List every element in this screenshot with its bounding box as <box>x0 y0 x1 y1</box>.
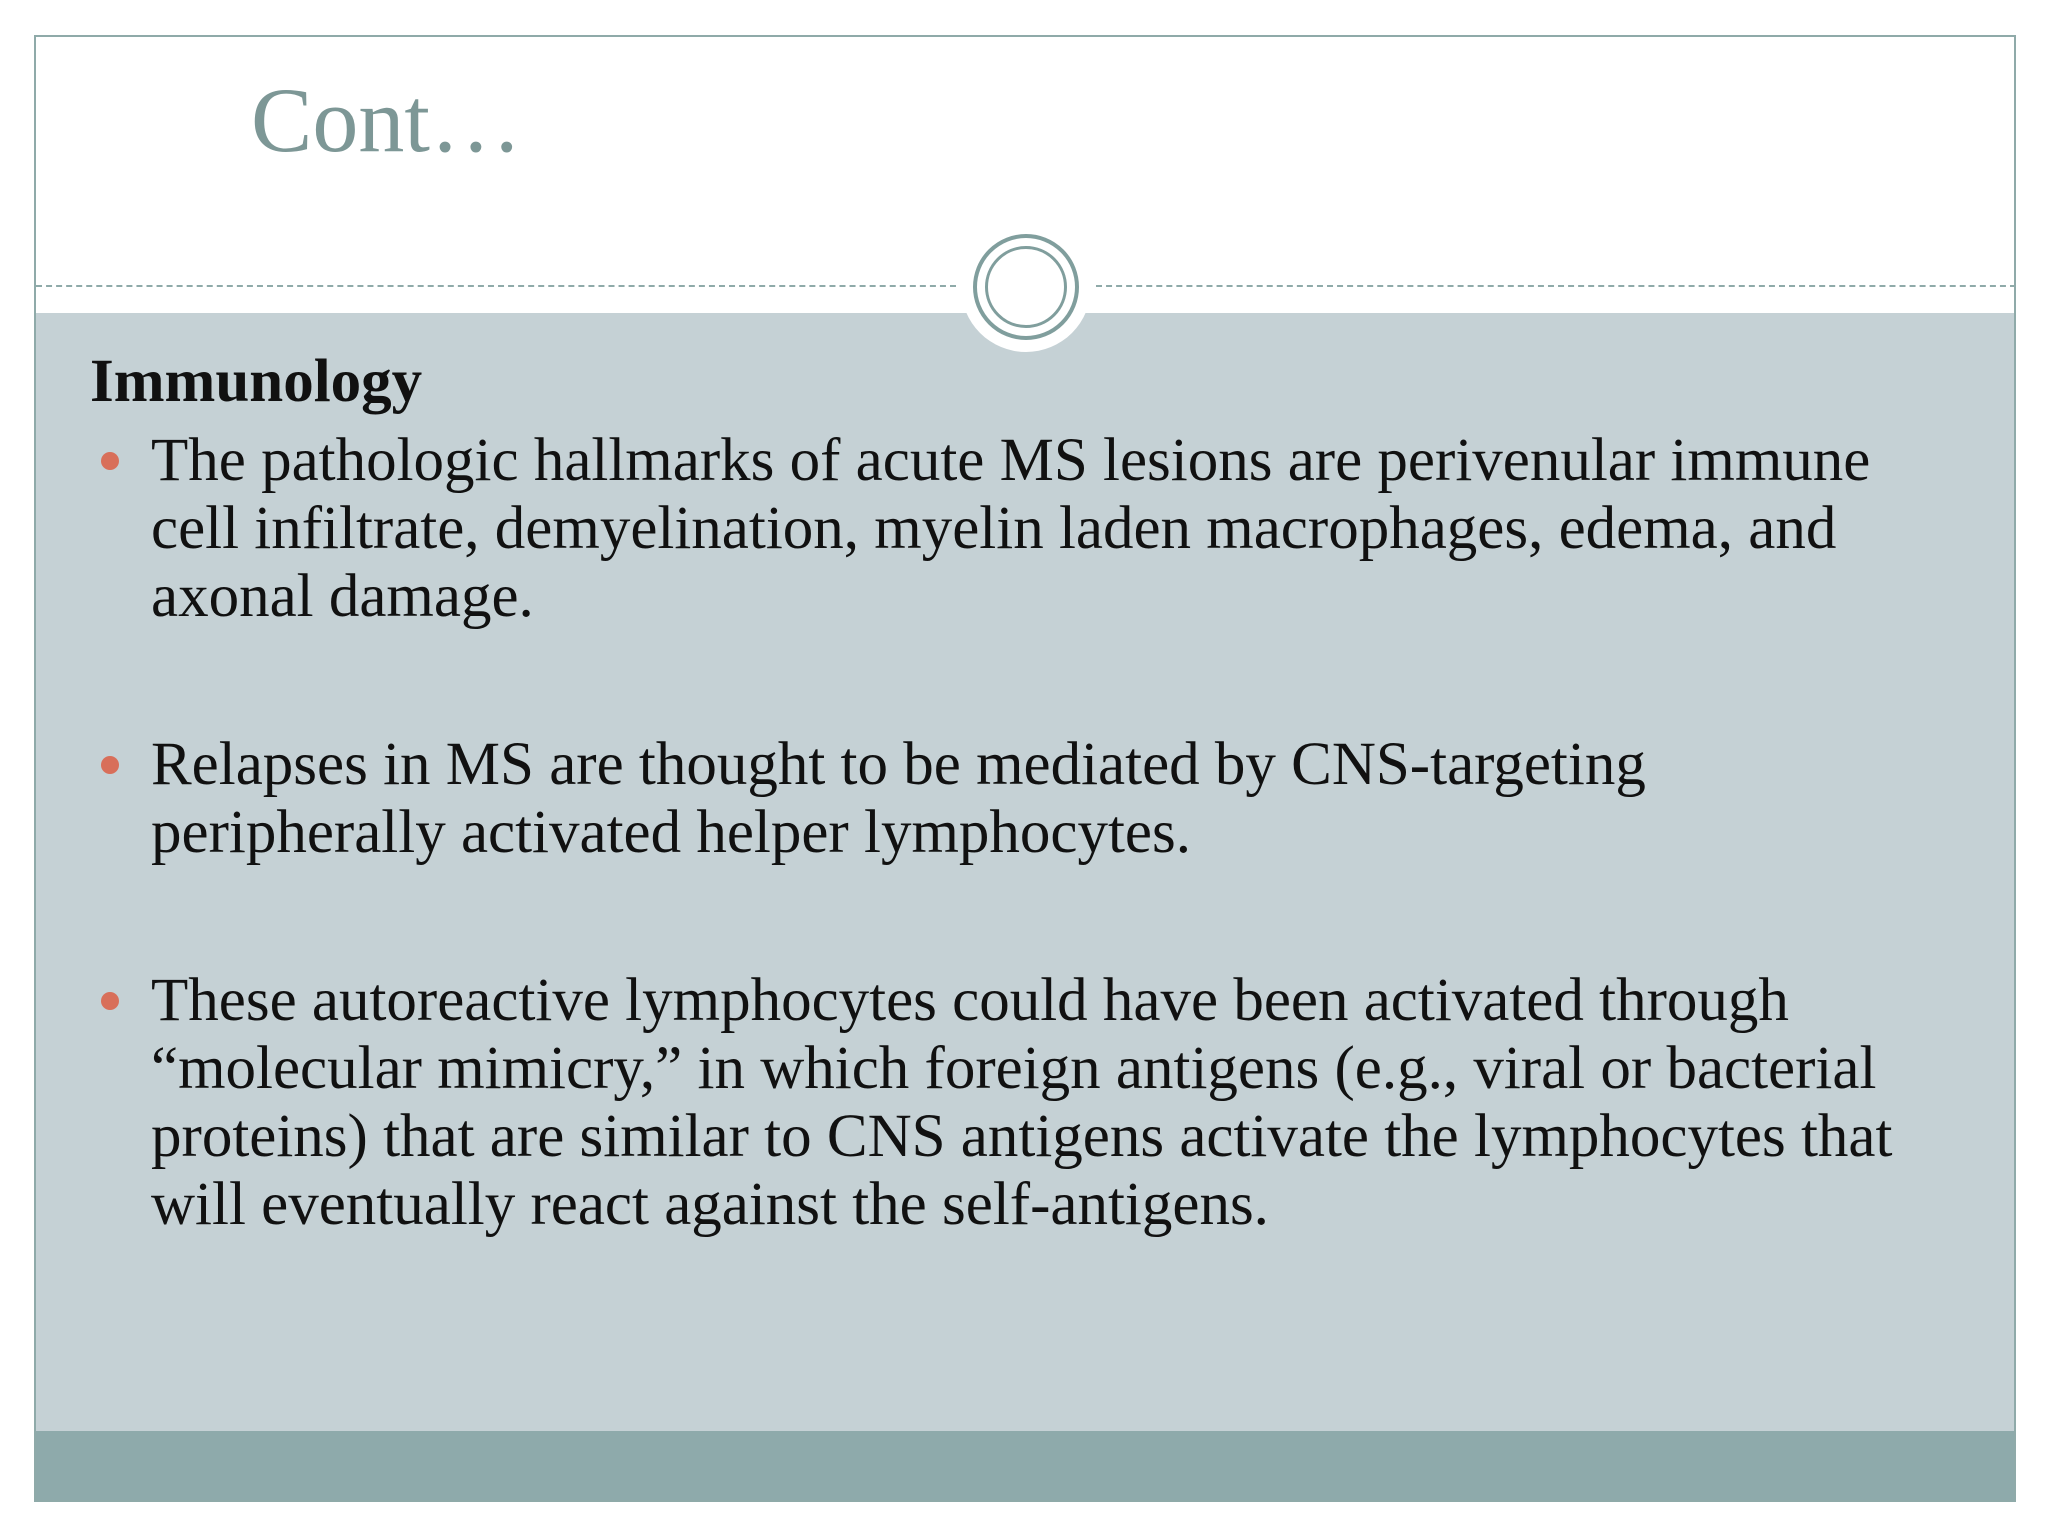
bullet-item <box>90 427 1950 631</box>
slide-body <box>90 347 1950 1239</box>
circle-ornament-icon <box>973 234 1079 340</box>
bullet-dot-icon <box>101 756 119 774</box>
bullet-dot-icon <box>101 992 119 1010</box>
section-heading: Immunology <box>90 348 423 415</box>
bullet-list <box>90 427 1950 1239</box>
bullet-dot-icon <box>101 452 119 470</box>
bullet-text: The pathologic hallmarks of acute MS lesions are perivenular immune cell infiltrate, demyelination, myelin laden macrophages, edema, and axonal damage. <box>151 427 1871 631</box>
title-divider-left <box>36 285 956 287</box>
bullet-text: Relapses in MS are thought to be mediated by CNS-targeting peripherally activated helper lymphocytes. <box>151 731 1646 867</box>
bullet-item <box>90 967 1950 1239</box>
bullet-item <box>90 731 1950 867</box>
bullet-text: These autoreactive lymphocytes could have been activated through “molecular mimicry,” in which foreign antigens (e.g., viral or bacterial proteins) that are similar to CNS antigens activate the lymphocytes that will eventually react against the self-antigens. <box>151 967 1893 1239</box>
footer-band <box>36 1431 2014 1502</box>
title-divider-right <box>1096 285 2016 287</box>
circle-inner-ring <box>985 246 1067 328</box>
slide-title: Cont… <box>251 69 522 171</box>
slide <box>34 35 2016 1502</box>
